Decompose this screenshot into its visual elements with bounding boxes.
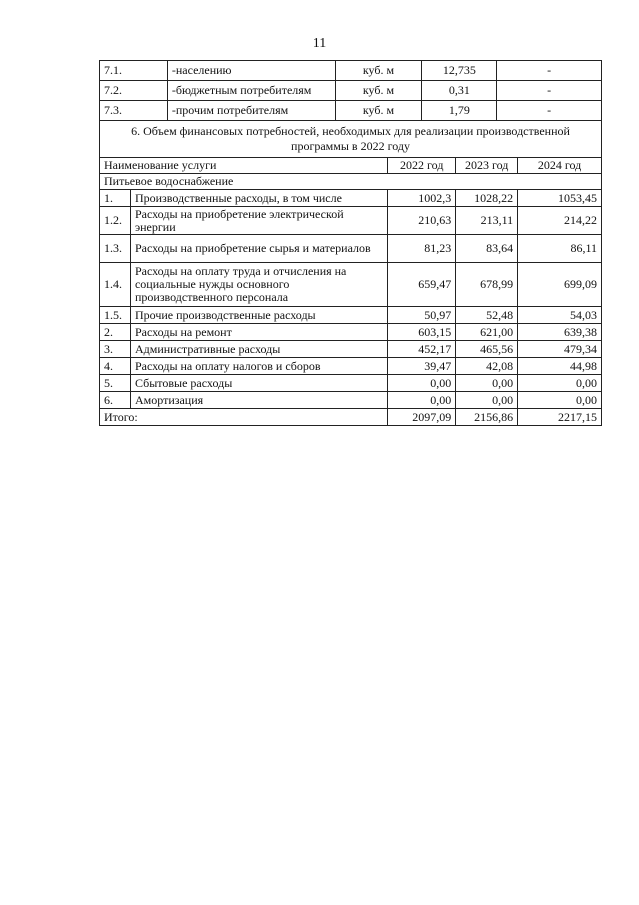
row-value: 0,31 bbox=[422, 81, 497, 101]
value-2024: 0,00 bbox=[518, 375, 602, 392]
row-number: 1.2. bbox=[100, 207, 131, 235]
value-2024: 1053,45 bbox=[518, 190, 602, 207]
row-name: -бюджетным потребителям bbox=[167, 81, 335, 101]
row-name: -прочим потребителям bbox=[167, 101, 335, 121]
total-2023: 2156,86 bbox=[456, 409, 518, 426]
header-2023: 2023 год bbox=[456, 158, 518, 174]
row-name: Сбытовые расходы bbox=[130, 375, 387, 392]
row-unit: куб. м bbox=[335, 61, 422, 81]
row-unit: куб. м bbox=[335, 101, 422, 121]
value-2022: 1002,3 bbox=[388, 190, 456, 207]
row-name: Прочие производственные расходы bbox=[130, 307, 387, 324]
value-2022: 0,00 bbox=[388, 375, 456, 392]
value-2023: 42,08 bbox=[456, 358, 518, 375]
value-2023: 465,56 bbox=[456, 341, 518, 358]
total-2022: 2097,09 bbox=[388, 409, 456, 426]
table-row bbox=[100, 263, 602, 307]
row-number: 6. bbox=[100, 392, 131, 409]
table-row bbox=[100, 61, 602, 81]
table-row bbox=[100, 375, 602, 392]
value-2023: 52,48 bbox=[456, 307, 518, 324]
table-row bbox=[100, 324, 602, 341]
row-number: 1. bbox=[100, 190, 131, 207]
table-row bbox=[100, 207, 602, 235]
row-extra: - bbox=[497, 81, 602, 101]
row-number: 2. bbox=[100, 324, 131, 341]
consumption-table bbox=[99, 60, 602, 121]
value-2024: 699,09 bbox=[518, 263, 602, 307]
row-name: Расходы на оплату налогов и сборов bbox=[130, 358, 387, 375]
table-row bbox=[100, 307, 602, 324]
value-2024: 0,00 bbox=[518, 392, 602, 409]
table-row bbox=[100, 190, 602, 207]
table-row bbox=[100, 235, 602, 263]
total-2024: 2217,15 bbox=[518, 409, 602, 426]
row-name: -населению bbox=[167, 61, 335, 81]
header-2024: 2024 год bbox=[518, 158, 602, 174]
value-2022: 81,23 bbox=[388, 235, 456, 263]
value-2022: 603,15 bbox=[388, 324, 456, 341]
group-label: Питьевое водоснабжение bbox=[100, 174, 602, 190]
value-2022: 659,47 bbox=[388, 263, 456, 307]
row-name: Административные расходы bbox=[130, 341, 387, 358]
table-row bbox=[100, 341, 602, 358]
value-2024: 86,11 bbox=[518, 235, 602, 263]
section-title: 6. Объем финансовых потребностей, необходимых для реализации производственной программы в 2022 году bbox=[100, 121, 602, 158]
value-2022: 0,00 bbox=[388, 392, 456, 409]
table-row bbox=[100, 101, 602, 121]
row-name: Расходы на приобретение сырья и материалов bbox=[130, 235, 387, 263]
row-number: 3. bbox=[100, 341, 131, 358]
group-row bbox=[100, 174, 602, 190]
header-2022: 2022 год bbox=[388, 158, 456, 174]
row-value: 1,79 bbox=[422, 101, 497, 121]
row-value: 12,735 bbox=[422, 61, 497, 81]
section-title-row bbox=[100, 121, 602, 158]
row-name: Амортизация bbox=[130, 392, 387, 409]
row-number: 7.3. bbox=[100, 101, 168, 121]
total-label: Итого: bbox=[100, 409, 388, 426]
row-name: Расходы на ремонт bbox=[130, 324, 387, 341]
header-service: Наименование услуги bbox=[100, 158, 388, 174]
row-number: 5. bbox=[100, 375, 131, 392]
row-extra: - bbox=[497, 101, 602, 121]
table-row bbox=[100, 392, 602, 409]
row-number: 7.2. bbox=[100, 81, 168, 101]
row-number: 1.5. bbox=[100, 307, 131, 324]
value-2023: 0,00 bbox=[456, 375, 518, 392]
value-2023: 83,64 bbox=[456, 235, 518, 263]
value-2024: 54,03 bbox=[518, 307, 602, 324]
header-row bbox=[100, 158, 602, 174]
value-2023: 1028,22 bbox=[456, 190, 518, 207]
row-name: Производственные расходы, в том числе bbox=[130, 190, 387, 207]
table-row bbox=[100, 81, 602, 101]
value-2023: 678,99 bbox=[456, 263, 518, 307]
row-unit: куб. м bbox=[335, 81, 422, 101]
table-row bbox=[100, 358, 602, 375]
row-number: 7.1. bbox=[100, 61, 168, 81]
row-number: 1.3. bbox=[100, 235, 131, 263]
value-2024: 479,34 bbox=[518, 341, 602, 358]
row-number: 1.4. bbox=[100, 263, 131, 307]
financial-needs-table bbox=[99, 120, 602, 426]
value-2024: 639,38 bbox=[518, 324, 602, 341]
value-2022: 39,47 bbox=[388, 358, 456, 375]
value-2022: 210,63 bbox=[388, 207, 456, 235]
value-2023: 0,00 bbox=[456, 392, 518, 409]
value-2023: 213,11 bbox=[456, 207, 518, 235]
page-number: 11 bbox=[312, 36, 327, 51]
row-name: Расходы на приобретение электрической энергии bbox=[130, 207, 387, 235]
value-2024: 214,22 bbox=[518, 207, 602, 235]
value-2022: 50,97 bbox=[388, 307, 456, 324]
row-extra: - bbox=[497, 61, 602, 81]
value-2024: 44,98 bbox=[518, 358, 602, 375]
row-name: Расходы на оплату труда и отчисления на социальные нужды основного производственного персонала bbox=[130, 263, 387, 307]
total-row bbox=[100, 409, 602, 426]
value-2023: 621,00 bbox=[456, 324, 518, 341]
value-2022: 452,17 bbox=[388, 341, 456, 358]
row-number: 4. bbox=[100, 358, 131, 375]
